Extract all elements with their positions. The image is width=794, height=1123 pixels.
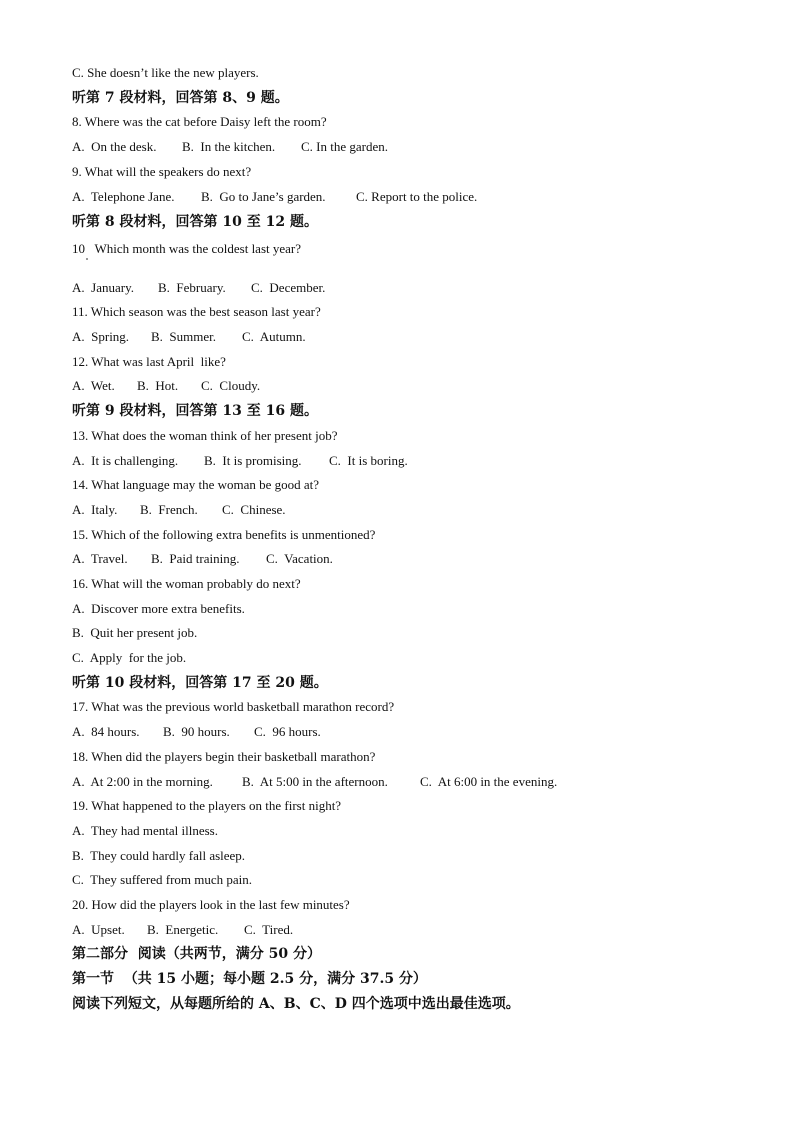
option-c: C. In the garden. [301,139,389,154]
question-12: 12. What was last April like? [72,354,226,369]
option-b: B. It is promising. [204,453,302,468]
question-12-options [72,378,260,394]
option-a: A. On the desk. [72,139,157,154]
question-11-options [72,329,306,345]
section-heading-7: 听第 7 段材料，回答第 8、9 题。 [72,90,289,106]
option-a: A. Telephone Jane. [72,189,175,204]
option-c: C. 96 hours. [254,724,321,739]
option-c: C. Report to the police. [356,189,478,204]
option-c: C. At 6:00 in the evening. [420,774,558,789]
option-a: A. January. [72,280,134,295]
question-17-options [72,724,321,740]
question-19-option-a: A. They had mental illness. [72,823,218,838]
question-20: 20. How did the players look in the last few minutes? [72,897,350,912]
question-10-options [72,280,325,296]
question-17: 17. What was the previous world basketball marathon record? [72,699,395,714]
question-18-options [72,774,557,790]
question-13: 13. What does the woman think of her present job? [72,428,338,443]
option-a: A. Italy. [72,502,118,517]
question-8-options [72,139,388,155]
option-c: C. Chinese. [222,502,286,517]
question-20-options [72,922,293,938]
option-a: A. Spring. [72,329,130,344]
question-19: 19. What happened to the players on the first night? [72,798,342,813]
option-c: C. Vacation. [266,551,333,566]
option-a: A. Travel. [72,551,128,566]
option-b: B. Summer. [151,329,217,344]
instructions: 阅读下列短文，从每题所给的 A、B、C、D 四个选项中选出最佳选项。 [72,996,520,1012]
question-15-options [72,551,333,567]
option-a: A. It is challenging. [72,453,179,468]
question-16-option-a: A. Discover more extra benefits. [72,601,245,616]
question-18: 18. When did the players begin their basketball marathon? [72,749,376,764]
question-19-option-b: B. They could hardly fall asleep. [72,848,246,863]
option-b: B. French. [140,502,198,517]
question-13-options [72,453,408,469]
part-two-heading: 第二部分 阅读（共两节，满分 50 分） [72,946,321,962]
option-line: C. She doesn’t like the new players. [72,65,259,80]
question-8: 8. Where was the cat before Daisy left the room? [72,114,327,129]
option-b: B. At 5:00 in the afternoon. [242,774,388,789]
question-10: 10 Which month was the coldest last year? [72,241,302,256]
question-11: 11. Which season was the best season last year? [72,304,321,319]
option-a: A. Upset. [72,922,125,937]
option-b: B. In the kitchen. [182,139,276,154]
section-heading-10: 听第 10 段材料，回答第 17 至 20 题。 [72,675,328,691]
option-c: C. Cloudy. [201,378,261,393]
option-a: A. At 2:00 in the morning. [72,774,213,789]
option-b: B. Energetic. [147,922,219,937]
section-heading-8: 听第 8 段材料，回答第 10 至 12 题。 [72,214,318,230]
option-b: B. Hot. [137,378,179,393]
question-19-option-c: C. They suffered from much pain. [72,872,253,887]
option-c: C. Autumn. [242,329,306,344]
question-16: 16. What will the woman probably do next? [72,576,301,591]
stray-dot [86,258,88,260]
question-16-option-b: B. Quit her present job. [72,625,198,640]
question-16-option-c: C. Apply for the job. [72,650,187,665]
option-a: A. 84 hours. [72,724,140,739]
option-b: B. February. [158,280,226,295]
option-b: B. Go to Jane’s garden. [201,189,326,204]
question-9: 9. What will the speakers do next? [72,164,252,179]
section-heading-9: 听第 9 段材料，回答第 13 至 16 题。 [72,403,318,419]
option-c: C. It is boring. [329,453,408,468]
question-15: 15. Which of the following extra benefits is unmentioned? [72,527,376,542]
section-one-heading: 第一节 （共 15 小题；每小题 2.5 分，满分 37.5 分） [72,971,427,987]
question-14-options [72,502,286,518]
option-c: C. Tired. [244,922,294,937]
option-b: B. Paid training. [151,551,240,566]
option-a: A. Wet. [72,378,115,393]
option-b: B. 90 hours. [163,724,230,739]
option-c: C. December. [251,280,326,295]
question-14: 14. What language may the woman be good at? [72,477,320,492]
question-9-options [72,189,477,205]
